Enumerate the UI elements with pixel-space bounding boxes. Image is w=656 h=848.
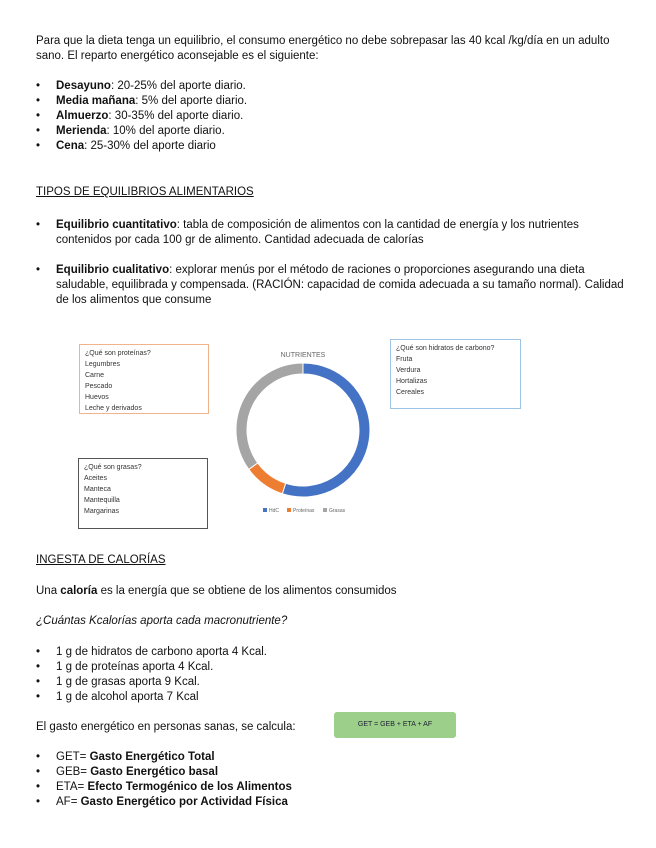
list-item: Hortalizas [396,378,428,385]
list-item: Carne [85,372,105,379]
legend-swatch [287,508,291,512]
macro-list [36,645,626,705]
meal-list [36,79,626,154]
macro-question: ¿Cuántas Kcalorías aporta cada macronutriente? [36,615,288,627]
slice-hdc [282,363,370,497]
list-item: Leche y derivados [85,405,142,412]
box-title: ¿Qué son proteínas? [85,350,151,357]
list-item: • Desayuno: 20-25% del aporte diario. [36,79,626,94]
grasas-box [78,458,208,529]
legend-swatch [323,508,327,512]
tipos-heading: TIPOS DE EQUILIBRIOS ALIMENTARIOS [36,186,254,198]
chart-title: NUTRIENTES [280,352,326,359]
intro-paragraph: Para que la dieta tenga un equilibrio, el consumo energético no debe sobrepasar las 40 kcal /kg/día en un adulto sano. El reparto energético aconsejable es el siguiente: [36,35,610,62]
caloria-definition: Una caloría es la energía que se obtiene de los alimentos consumidos [36,585,397,597]
list-item: • Equilibrio cuantitativo: tabla de composición de alimentos con la cantidad de energía y los nutrientes contenidos por cada 100 gr de alimento. Cantidad adecuada de calorías [36,218,626,248]
list-item: Legumbres [85,361,121,368]
list-item: • ETA= Efecto Termogénico de los Alimentos [36,780,626,795]
hidratos-box [390,339,521,409]
list-item: Manteca [84,486,111,493]
gasto-text: El gasto energético en personas sanas, se calcula: [36,721,296,733]
tipos-list [36,218,626,248]
list-item: • 1 g de grasas aporta 9 Kcal. [36,675,626,690]
box-title: ¿Qué son grasas? [84,464,142,471]
list-item: • 1 g de proteínas aporta 4 Kcal. [36,660,626,675]
list-item: • GEB= Gasto Energético basal [36,765,626,780]
list-item: • AF= Gasto Energético por Actividad Física [36,795,626,810]
slice-proteínas [249,463,286,494]
list-item: Mantequilla [84,497,120,504]
list-item: • Cena: 25-30% del aporte diario [36,139,626,154]
list-item: Fruta [396,356,413,363]
list-item: Huevos [85,394,109,401]
legend-label: HdC [269,508,280,514]
list-item: Aceites [84,475,107,482]
box-title: ¿Qué son hidratos de carbono? [396,345,495,352]
slice-grasas [236,363,303,469]
list-item: • 1 g de alcohol aporta 7 Kcal [36,690,626,705]
legend-swatch [263,508,267,512]
tipos-list-2 [36,263,626,308]
list-item: • GET= Gasto Energético Total [36,750,626,765]
list-item: • Media mañana: 5% del aporte diario. [36,94,626,109]
list-item: • Merienda: 10% del aporte diario. [36,124,626,139]
list-item: • 1 g de hidratos de carbono aporta 4 Kcal. [36,645,626,660]
list-item: • Equilibrio cualitativo: explorar menús por el método de raciones o proporciones asegurando una dieta saludable, equilibrada y compensada. (RACIÓN: capacidad de comida adecuada a su tamaño normal). Calidad de los alimentos que consume [36,263,626,308]
ingesta-heading: INGESTA DE CALORÍAS [36,554,166,566]
list-item: • Almuerzo: 30-35% del aporte diario. [36,109,626,124]
legend-label: Grasas [329,508,346,514]
legend-label: Proteínas [293,508,315,514]
proteinas-box [79,344,209,414]
formula-box: GET = GEB + ETA + AF [334,712,456,738]
list-item: Verdura [396,367,421,374]
nutrientes-chart [225,344,385,520]
list-item: Pescado [85,383,113,390]
list-item: Margarinas [84,508,120,515]
defs-list [36,750,626,810]
list-item: Cereales [396,389,425,396]
